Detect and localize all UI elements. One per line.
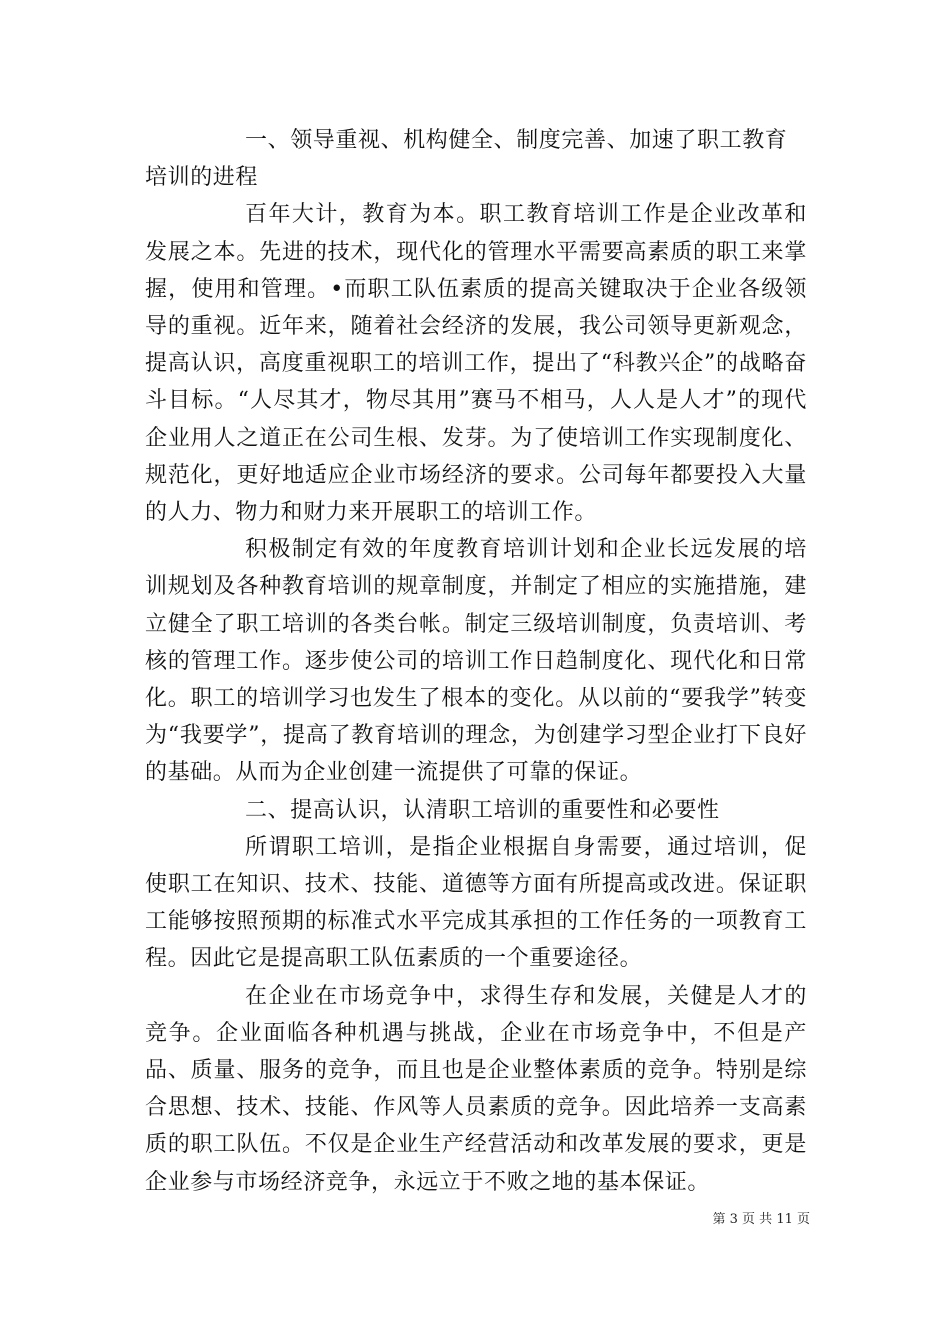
paragraph-3: 所谓职工培训，是指企业根据自身需要，通过培训，促使职工在知识、技术、技能、道德等方面有所提高或改进。保证职工能够按照预期的标准式水平完成其承担的工作任务的一项教育工程。因此它是提高职工队伍素质的一个重要途径。 bbox=[145, 834, 807, 972]
page-number-footer: 第 3 页 共 11 页 bbox=[712, 1212, 810, 1227]
document-body bbox=[145, 122, 807, 1201]
paragraph-4: 在企业在市场竞争中，求得生存和发展，关健是人才的竞争。企业面临各种机遇与挑战，企业在市场竞争中，不但是产品、质量、服务的竞争，而且也是企业整体素质的竞争。特别是综合思想、技术、技能、作风等人员素质的竞争。因此培养一支高素质的职工队伍。不仅是企业生产经营活动和改革发展的要求，更是企业参与市场经济竞争，永远立于不败之地的基本保证。 bbox=[145, 983, 807, 1195]
section-heading-2: 二、提高认识，认清职工培训的重要性和必要性 bbox=[245, 797, 720, 823]
paragraph-1: 百年大计，教育为本。职工教育培训工作是企业改革和发展之本。先进的技术，现代化的管理水平需要高素质的职工来掌握，使用和管理。•而职工队伍素质的提高关键取决于企业各级领导的重视。近年来，随着社会经济的发展，我公司领导更新观念，提高认识，高度重视职工的培训工作，提出了“科教兴企”的战略奋斗目标。“人尽其才，物尽其用”赛马不相马，人人是人才”的现代企业用人之道正在公司生根、发芽。为了使培训工作实现制度化、规范化，更好地适应企业市场经济的要求。公司每年都要投入大量的人力、物力和财力来开展职工的培训工作。 bbox=[145, 202, 807, 526]
paragraph-2: 积极制定有效的年度教育培训计划和企业长远发展的培训规划及各种教育培训的规章制度，并制定了相应的实施措施，建立健全了职工培训的各类台帐。制定三级培训制度，负责培训、考核的管理工作。逐步使公司的培训工作日趋制度化、现代化和日常化。职工的培训学习也发生了根本的变化。从以前的“要我学”转变为“我要学”，提高了教育培训的理念，为创建学习型企业打下良好的基础。从而为企业创建一流提供了可靠的保证。 bbox=[145, 537, 807, 786]
section-heading-1: 一、领导重视、机构健全、制度完善、加速了职工教育培训的进程 bbox=[145, 128, 788, 191]
